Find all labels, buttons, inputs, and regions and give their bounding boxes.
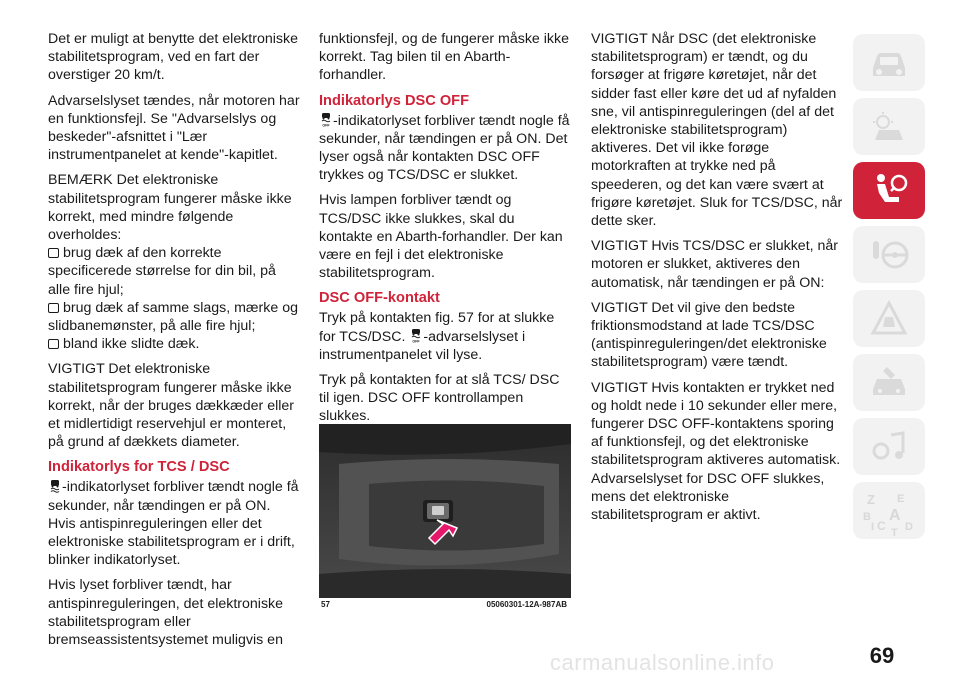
paragraph: Hvis lampen forbliver tændt og TCS/DSC ikke slukkes, skal du kontakte en Abarth-forhandler. Der kan være en fejl i det elektroniske stabilitetsprogram.: [319, 192, 563, 282]
checkbox-bullet-icon: [48, 248, 59, 258]
tab-dashboard-lights[interactable]: [853, 98, 925, 155]
list-item: bland ikke slidte dæk.: [48, 335, 300, 353]
paragraph: VIGTIGT Det vil give den bedste friktionsmodstand at lade TCS/DSC (antispinreguleringen/det elektroniske stabilitetsprogram) være tændt.: [591, 299, 827, 371]
paragraph: VIGTIGT Når DSC (det elektroniske stabilitetsprogram) er tændt, og du forsøger at frigøre køretøjet, når det sidder fast eller køre det ud af nyfalden sne, vil antispinreguleringen (del af det elektroniske stabilitetsprogram) aktiveres. Det vil ikke forøge motorkraften at trykke ned på speederen, og det kan være svært at frigøre køretøjet. Sluk for TCS/DSC, når dette sker.: [591, 31, 843, 230]
index-letter: A: [889, 506, 901, 524]
column-3: [591, 30, 843, 531]
paragraph: OFF -indikatorlyset forbliver tændt nogle få sekunder, når tændingen er på ON. Det lyser også når kontakten DSC OFF trykkes og TCS/DSC er slukket.: [319, 112, 570, 184]
paragraph: VIGTIGT Hvis TCS/DSC er slukket, når motoren er slukket, aktiveres den automatisk, når tændingen er på ON:: [591, 238, 839, 291]
index-letter: D: [905, 520, 913, 533]
paragraph: Det er muligt at benytte det elektroniske stabilitetsprogram, ved en fart der overstiger 20 km/t.: [48, 31, 298, 84]
index-letters-icon: [859, 486, 919, 536]
paragraph: Tryk på kontakten fig. 57 for at slukke for TCS/DSC. OFF -advarselslyset i instrumentpanelet vil lyse.: [319, 310, 555, 363]
bullet-list: [48, 244, 300, 353]
car-skid-off-icon: [409, 329, 423, 343]
figure-code: 05060301-12A-987AB: [486, 600, 567, 609]
section-heading: Indikatorlys DSC OFF: [319, 92, 470, 109]
column-1: [48, 30, 300, 656]
airbag-seat-icon: [865, 171, 913, 211]
column-2: [319, 30, 571, 433]
dashboard-photo: [319, 424, 571, 598]
section-heading: DSC OFF-kontakt: [319, 290, 440, 307]
watermark: carmanualsonline.info: [550, 650, 775, 675]
section-heading: Indikatorlys for TCS / DSC: [48, 459, 230, 476]
car-skid-icon: [48, 479, 62, 493]
list-item: brug dæk af samme slags, mærke og slidbanemønster, på alle fire hjul;: [48, 299, 298, 335]
steering-wheel-icon: [865, 235, 913, 275]
tab-driving[interactable]: [853, 226, 925, 283]
car-icon: [865, 46, 913, 80]
figure-caption: [319, 598, 571, 612]
checkbox-bullet-icon: [48, 339, 59, 349]
page-number: 69: [869, 643, 895, 668]
index-letter: B: [863, 510, 871, 523]
paragraph: BEMÆRK Det elektroniske stabilitetsprogram fungerer måske ikke korrekt, med mindre følgende overholdes:: [48, 172, 292, 244]
dashboard-light-icon: [865, 110, 913, 144]
media-icon: [865, 427, 913, 467]
warning-triangle-icon: [865, 299, 913, 339]
car-skid-off-icon: [319, 113, 333, 127]
wrench-car-icon: [865, 363, 913, 403]
paragraph: funktionsfejl, og de fungerer måske ikke korrekt. Tag bilen til en Abarth-forhandler.: [319, 31, 569, 84]
tab-multimedia[interactable]: [853, 418, 925, 475]
checkbox-bullet-icon: [48, 303, 59, 313]
paragraph: VIGTIGT Det elektroniske stabilitetsprogram fungerer måske ikke korrekt, når der bruges dækkæder eller et midlertidigt reservehjul er monteret, på grund af dækkets diameter.: [48, 361, 295, 451]
paragraph: Tryk på kontakten for at slå TCS/ DSC til igen. DSC OFF kontrollampen slukkes.: [319, 372, 560, 425]
tab-car[interactable]: [853, 34, 925, 91]
svg-text:OFF: OFF: [322, 123, 330, 127]
paragraph: VIGTIGT Hvis kontakten er trykket ned og holdt nede i 10 sekunder eller mere, fungerer DSC OFF-kontaktens sporing af funktionsfejl, og det elektroniske stabilitetsprogram aktiveres automatisk. Advarselslyset for DSC OFF slukkes, mens det elektroniske stabilitetsprogram er aktivt.: [591, 379, 841, 524]
chapter-sidebar: [853, 34, 925, 546]
tab-maintenance[interactable]: [853, 354, 925, 411]
tab-safety[interactable]: [853, 162, 925, 219]
index-letter: E: [897, 492, 905, 505]
tab-index[interactable]: [853, 482, 925, 539]
paragraph: Hvis lyset forbliver tændt, har antispinreguleringen, det elektroniske stabilitetsprogram eller bremseassistentsystemet muligvis en: [48, 577, 284, 649]
paragraph: -indikatorlyset forbliver tændt nogle få sekunder, når tændingen er på ON. Hvis antispinreguleringen eller det elektroniske stabilitetsprogram er i drift, blinker indikatorlyset.: [48, 479, 299, 569]
index-letter: C: [877, 518, 886, 533]
svg-text:OFF: OFF: [412, 339, 421, 343]
list-item: brug dæk af den korrekte specificerede størrelse for din bil, på alle fire hjul;: [48, 245, 276, 298]
tab-emergency[interactable]: [853, 290, 925, 347]
figure-number: 57: [321, 600, 330, 609]
index-letter: Z: [867, 491, 875, 507]
index-letter: I: [871, 520, 875, 533]
index-letter: T: [891, 526, 898, 536]
figure-dsc-off-switch: [319, 424, 571, 598]
paragraph: Advarselslyset tændes, når motoren har en funktionsfejl. Se "Advarselslys og beskeder"-afsnittet i "Lær instrumentpanelet at kende"-kapitlet.: [48, 92, 300, 164]
